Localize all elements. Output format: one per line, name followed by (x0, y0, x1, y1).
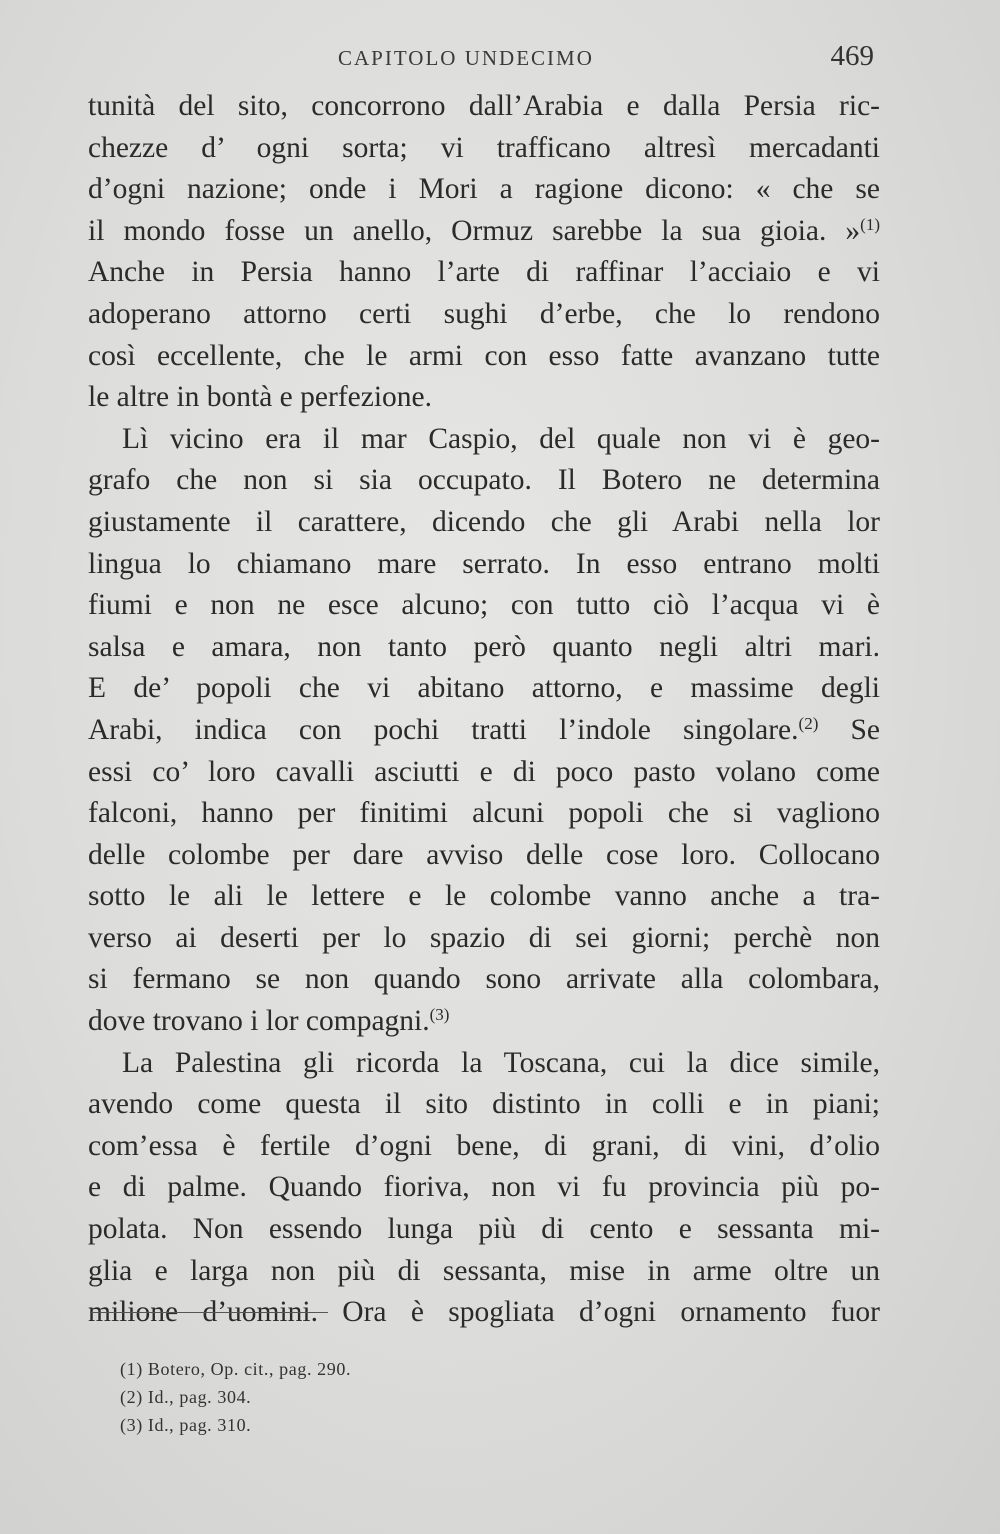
text-line: Anche in Persia hanno l’arte di raffinar l’acciaio e vi (88, 256, 880, 289)
text-segment: Se (850, 713, 880, 746)
text-line: fiumi e non ne esce alcuno; con tutto ciò l’acqua vi è (88, 589, 880, 622)
text-line: glia e larga non più di sessanta, mise in arme oltre un (88, 1254, 880, 1287)
text-line (88, 1001, 880, 1043)
text-line: La Palestina gli ricorda la Toscana, cui la dice simile, (122, 1046, 880, 1079)
text-line: falconi, hanno per finitimi alcuni popoli che si vagliono (88, 797, 880, 830)
text-line: chezze d’ ogni sorta; vi trafficano altresì mercadanti (88, 131, 880, 164)
text-line: essi co’ loro cavalli asciutti e di poco pasto volano come (88, 755, 880, 788)
text-line (88, 211, 880, 253)
text-line: così eccellente, che le armi con esso fatte avanzano tutte (88, 339, 880, 372)
text-line: E de’ popoli che vi abitano attorno, e massime degli (88, 672, 880, 705)
text-line: si fermano se non quando sono arrivate alla colombara, (88, 963, 880, 996)
body-text (88, 86, 880, 1334)
text-line: sotto le ali le lettere e le colombe vanno anche a tra- (88, 880, 880, 913)
text-line: d’ogni nazione; onde i Mori a ragione dicono: « che se (88, 173, 880, 206)
text-segment: Arabi, indica con pochi tratti l’indole singolare. (88, 713, 799, 746)
footnote-1: (1) Botero, Op. cit., pag. 290. (120, 1359, 352, 1379)
footnote-ref-1: (1) (860, 214, 880, 234)
page-number: 469 (830, 40, 874, 72)
footnote-2: (2) Id., pag. 304. (120, 1387, 252, 1407)
footnote-ref-2: (2) (798, 713, 819, 733)
text-segment: dove trovano i lor compagni. (88, 1005, 430, 1038)
text-line: milione d’uomini. Ora è spogliata d’ogni ornamento fuor (88, 1296, 880, 1329)
footnote-divider (90, 1312, 328, 1313)
text-line: le altre in bontà e perfezione. (88, 381, 432, 414)
text-line (88, 710, 880, 752)
text-line: avendo come questa il sito distinto in colli e in piani; (88, 1088, 880, 1121)
text-line: delle colombe per dare avviso delle cose loro. Collocano (88, 838, 880, 871)
text-segment: il mondo fosse un anello, Ormuz sarebbe la sua gioia. » (88, 214, 861, 247)
text-line: polata. Non essendo lunga più di cento e sessanta mi- (88, 1213, 880, 1246)
footnote-ref-3: (3) (429, 1005, 450, 1025)
text-line: giustamente il carattere, dicendo che gli Arabi nella lor (88, 505, 880, 538)
text-line: grafo che non si sia occupato. Il Botero ne determina (88, 464, 880, 497)
text-line: adoperano attorno certi sughi d’erbe, che lo rendono (88, 297, 880, 330)
text-line: com’essa è fertile d’ogni bene, di grani, di vini, d’olio (88, 1129, 880, 1162)
running-head: CAPITOLO UNDECIMO (338, 46, 594, 70)
text-line: Lì vicino era il mar Caspio, del quale non vi è geo- (122, 422, 880, 455)
footnotes (120, 1355, 720, 1439)
text-line: lingua lo chiamano mare serrato. In esso entrano molti (88, 547, 880, 580)
text-line: verso ai deserti per lo spazio di sei giorni; perchè non (88, 921, 880, 954)
text-line: salsa e amara, non tanto però quanto negli altri mari. (88, 630, 880, 663)
text-line: tunità del sito, concorrono dall’Arabia e dalla Persia ric- (88, 90, 880, 122)
text-line: e di palme. Quando fioriva, non vi fu provincia più po- (88, 1171, 880, 1204)
page-header (88, 40, 878, 80)
footnote-3: (3) Id., pag. 310. (120, 1415, 252, 1435)
